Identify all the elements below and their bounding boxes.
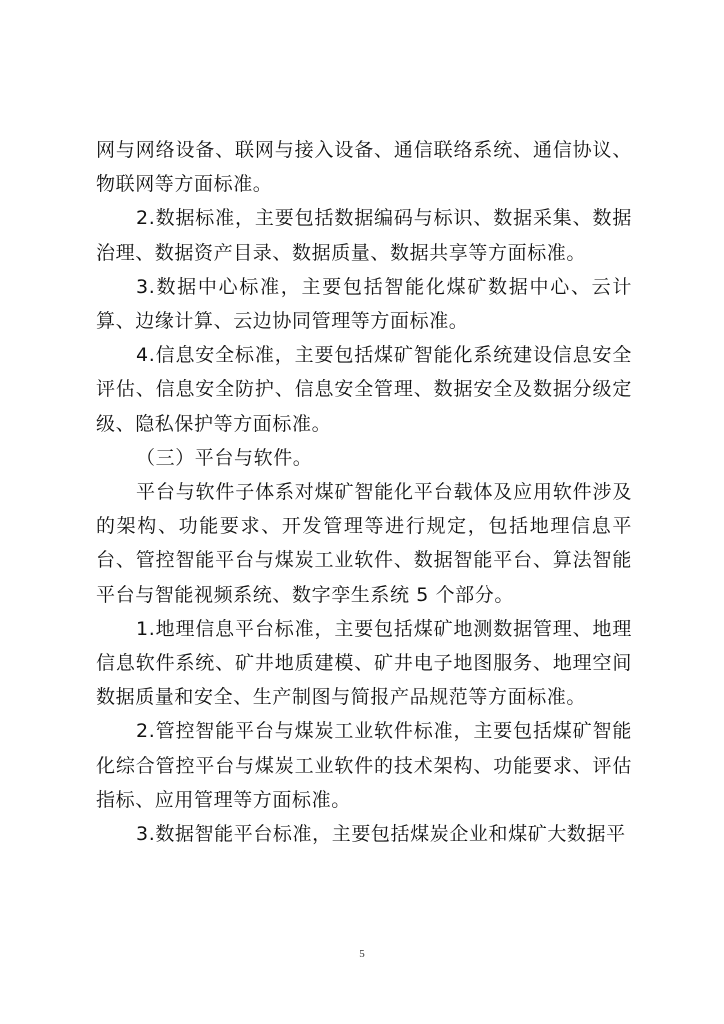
paragraph-control-platform-standard: 2.管控智能平台与煤炭工业软件标准，主要包括煤矿智能化综合管控平台与煤炭工业软件的技术架构、功能要求、评估指标、应用管理等方面标准。: [96, 720, 632, 811]
paragraph-info-security-standard: 4.信息安全标准，主要包括煤矿智能化系统建设信息安全评估、信息安全防护、信息安全管理、数据安全及数据分级定级、隐私保护等方面标准。: [96, 344, 632, 435]
paragraph-continuation: 网与网络设备、联网与接入设备、通信联络系统、通信协议、物联网等方面标准。: [96, 139, 632, 196]
paragraph-data-intelligence-platform-standard: 3.数据智能平台标准，主要包括煤炭企业和煤矿大数据平: [136, 823, 626, 846]
paragraph-data-standard: 2.数据标准，主要包括数据编码与标识、数据采集、数据治理、数据资产目录、数据质量、数据共享等方面标准。: [96, 207, 632, 264]
paragraph-geo-info-platform-standard: 1.地理信息平台标准，主要包括煤矿地测数据管理、地理信息软件系统、矿井地质建模、矿井电子地图服务、地理空间数据质量和安全、生产制图与简报产品规范等方面标准。: [96, 617, 632, 709]
paragraph-data-center-standard: 3.数据中心标准，主要包括智能化煤矿数据中心、云计算、边缘计算、云边协同管理等方面标准。: [96, 275, 632, 333]
page-number: 5: [359, 948, 365, 960]
body-text: [96, 133, 632, 851]
section-heading-platform-software: （三）平台与软件。: [136, 446, 313, 469]
paragraph-platform-software-overview: 平台与软件子体系对煤矿智能化平台载体及应用软件涉及的架构、功能要求、开发管理等进行规定，包括地理信息平台、管控智能平台与煤炭工业软件、数据智能平台、算法智能平台与智能视频系统、数字孪生系统 5 个部分。: [96, 481, 632, 606]
